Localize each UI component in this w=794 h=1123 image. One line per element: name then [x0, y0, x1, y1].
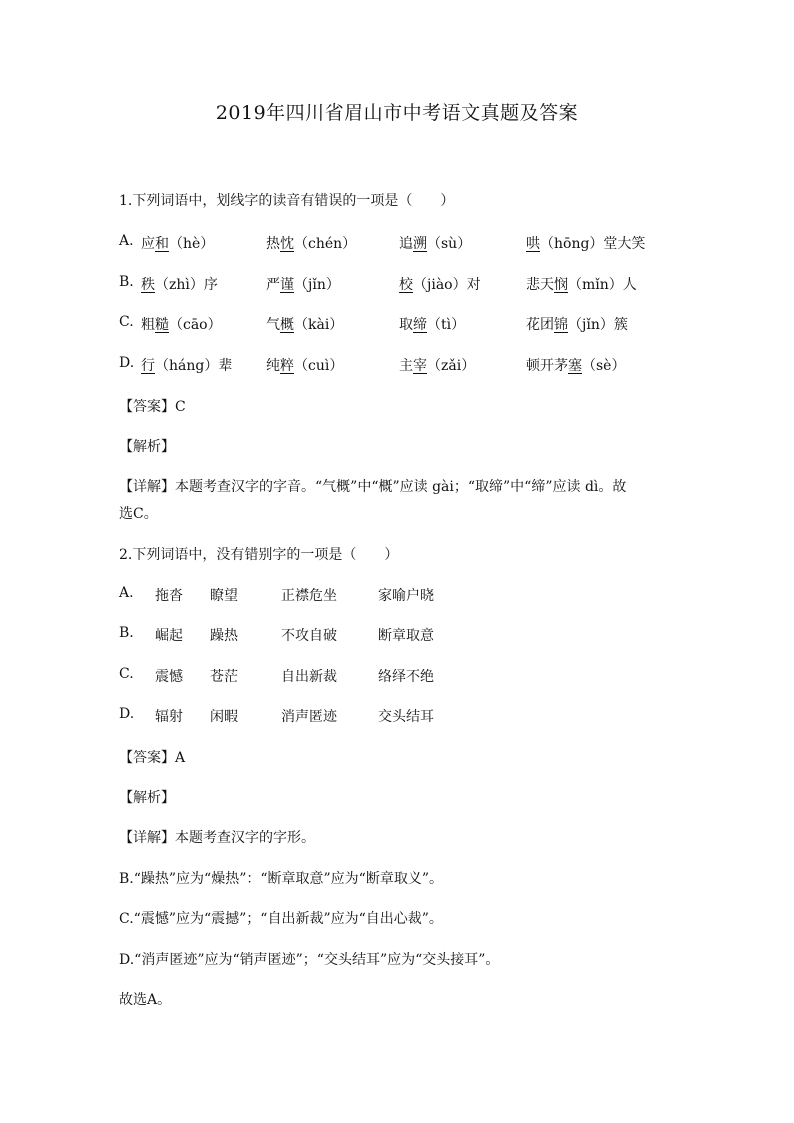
q2-option-word: 正襟危坐	[281, 588, 337, 604]
document-title: 2019年四川省眉山市中考语文真题及答案	[215, 102, 579, 124]
word-prefix: 应	[141, 236, 155, 252]
underlined-char: 悯	[554, 277, 568, 293]
q1-option-word	[141, 233, 214, 253]
pinyin-annotation: （tì）	[427, 317, 466, 333]
q2-answer: 【答案】A	[119, 750, 186, 766]
q1-option-label: B.	[119, 274, 134, 290]
underlined-char: 哄	[526, 236, 540, 252]
q2-conclusion: 故选A。	[119, 992, 172, 1008]
q2-stem: 2.下列词语中，没有错别字的一项是（ ）	[119, 547, 399, 563]
q2-option-word: 家喻户晓	[378, 588, 434, 604]
q2-analysis-label: 【解析】	[119, 790, 175, 806]
q1-option-word	[266, 233, 356, 253]
underlined-char: 塞	[568, 358, 582, 374]
underlined-char: 粹	[280, 358, 294, 374]
word-prefix: 悲天	[526, 277, 554, 293]
pinyin-annotation: （jiào）对	[413, 277, 481, 293]
underlined-char: 糙	[155, 317, 169, 333]
q1-option-word	[526, 233, 645, 253]
q1-option-word	[141, 355, 232, 375]
q1-option-word	[266, 314, 343, 334]
underlined-char: 锦	[554, 317, 568, 333]
q2-option-word: 不攻自破	[281, 628, 337, 644]
q1-option-label: D.	[119, 355, 135, 371]
q2-option-word: 络绎不绝	[378, 669, 434, 685]
underlined-char: 秩	[141, 277, 155, 293]
q2-option-word: 躁热	[210, 628, 238, 644]
underlined-char: 忱	[280, 236, 294, 252]
pinyin-annotation: （chén）	[294, 236, 357, 252]
underlined-char: 和	[155, 236, 169, 252]
q1-option-word	[399, 233, 471, 253]
q1-detail-line1: 【详解】本题考查汉字的字音。“气概”中“概”应读 gài；“取缔”中“缔”应读 dì。故	[119, 479, 627, 495]
q2-option-word: 崛起	[155, 628, 183, 644]
q1-option-word	[141, 274, 218, 294]
underlined-char: 溯	[413, 236, 427, 252]
q2-option-word: 自出新裁	[281, 669, 337, 685]
q2-correction-b: B.“躁热”应为“燥热”：“断章取意”应为“断章取义”。	[119, 871, 443, 887]
underlined-char: 校	[399, 277, 413, 293]
q2-option-label: A.	[119, 585, 134, 601]
pinyin-annotation: （zhì）序	[155, 277, 218, 293]
q2-option-word: 消声匿迹	[281, 709, 337, 725]
pinyin-annotation: （zǎi）	[427, 358, 476, 374]
word-prefix: 气	[266, 317, 280, 333]
q1-option-label: C.	[119, 314, 134, 330]
q1-option-label: A.	[119, 233, 134, 249]
pinyin-annotation: （hè）	[169, 236, 215, 252]
word-prefix: 取	[399, 317, 413, 333]
word-prefix: 追	[399, 236, 413, 252]
word-prefix: 顿开茅	[526, 358, 568, 374]
q2-detail: 【详解】本题考查汉字的字形。	[119, 830, 315, 846]
underlined-char: 宰	[413, 358, 427, 374]
q1-option-word	[526, 314, 628, 334]
q1-option-word	[526, 274, 637, 294]
word-prefix: 严	[266, 277, 280, 293]
pinyin-annotation: （jǐn）	[294, 277, 340, 293]
word-prefix: 纯	[266, 358, 280, 374]
q1-option-word	[266, 274, 340, 294]
pinyin-annotation: （háng）辈	[155, 358, 233, 374]
q2-option-label: B.	[119, 625, 134, 641]
pinyin-annotation: （kài）	[294, 317, 344, 333]
pinyin-annotation: （hōng）堂大笑	[540, 236, 646, 252]
q2-correction-c: C.“震憾”应为“震撼”；“自出新裁”应为“自出心裁”。	[119, 911, 443, 927]
q1-analysis-label: 【解析】	[119, 439, 175, 455]
q2-option-word: 拖沓	[155, 588, 183, 604]
q2-option-label: C.	[119, 666, 134, 682]
q1-option-word	[526, 355, 625, 375]
pinyin-annotation: （mǐn）人	[568, 277, 637, 293]
q1-detail-line2: 选C。	[119, 506, 158, 522]
q2-option-word: 断章取意	[378, 628, 434, 644]
underlined-char: 缔	[413, 317, 427, 333]
pinyin-annotation: （cāo）	[169, 317, 222, 333]
word-prefix: 花团	[526, 317, 554, 333]
q1-answer: 【答案】C	[119, 399, 186, 415]
pinyin-annotation: （sù）	[427, 236, 472, 252]
q2-option-word: 辐射	[155, 709, 183, 725]
q1-option-word	[141, 314, 222, 334]
q2-option-word: 苍茫	[210, 669, 238, 685]
q2-correction-d: D.“消声匿迹”应为“销声匿迹”；“交头结耳”应为“交头接耳”。	[119, 952, 500, 968]
pinyin-annotation: （sè）	[582, 358, 626, 374]
q2-option-word: 震憾	[155, 669, 183, 685]
q1-stem: 1.下列词语中，划线字的读音有错误的一项是（ ）	[119, 193, 455, 209]
q2-option-word: 闲暇	[210, 709, 238, 725]
q1-option-word	[399, 314, 465, 334]
word-prefix: 热	[266, 236, 280, 252]
underlined-char: 谨	[280, 277, 294, 293]
q1-option-word	[399, 355, 475, 375]
word-prefix: 主	[399, 358, 413, 374]
q2-option-word: 瞭望	[210, 588, 238, 604]
word-prefix: 粗	[141, 317, 155, 333]
pinyin-annotation: （cuì）	[294, 358, 344, 374]
underlined-char: 行	[141, 358, 155, 374]
q2-option-word: 交头结耳	[378, 709, 434, 725]
q1-option-word	[399, 274, 481, 294]
q1-option-word	[266, 355, 343, 375]
q2-option-label: D.	[119, 706, 135, 722]
pinyin-annotation: （jǐn）簇	[568, 317, 628, 333]
underlined-char: 概	[280, 317, 294, 333]
